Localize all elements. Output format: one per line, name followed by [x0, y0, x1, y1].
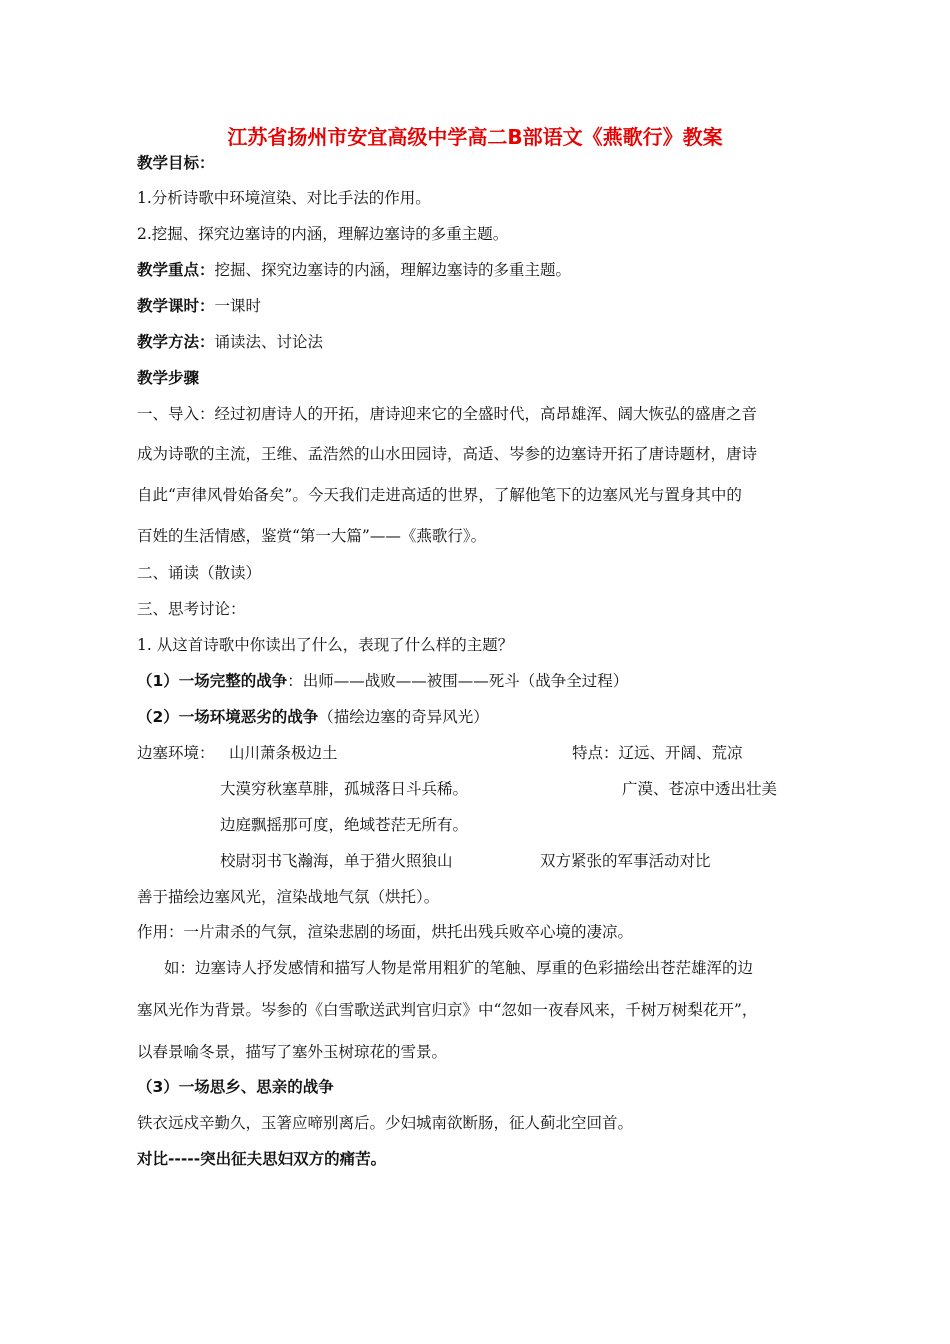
key-points-row — [137, 260, 571, 280]
example-line: 以春景喻冬景，描写了塞外玉树琼花的雪景。 — [137, 1043, 448, 1061]
hours-label: 教学课时： — [137, 297, 215, 315]
effect-line: 作用：一片肃杀的气氛，渲染悲剧的场面，烘托出残兵败卒心境的凄凉。 — [137, 923, 634, 941]
theme-1-heading: （1）一场完整的战争 — [137, 672, 288, 690]
summary-line: 善于描绘边塞风光，渲染战地气氛（烘托）。 — [137, 888, 440, 906]
intro-line: 成为诗歌的主流，王维、孟浩然的山水田园诗，高适、岑参的边塞诗开拓了唐诗题材，唐诗 — [137, 445, 758, 463]
intro-line: 一、导入：经过初唐诗人的开拓，唐诗迎来它的全盛时代，高昂雄浑、阔大恢弘的盛唐之音 — [137, 405, 758, 423]
method-text: 诵读法、讨论法 — [214, 333, 324, 351]
theme-2-text: （描绘边塞的奇异风光） — [318, 708, 489, 726]
intro-line: 百姓的生活情感，鉴赏“第一大篇”——《燕歌行》。 — [137, 527, 487, 545]
features-line-2: 广漠、苍凉中透出壮美 — [622, 780, 778, 798]
theme-3-heading: （3）一场思乡、思亲的战争 — [137, 1078, 334, 1096]
theme-1-text: ：出师——战败——被围——死斗（战争全过程） — [287, 672, 629, 690]
poem-line: 铁衣远戍辛勤久，玉箸应啼别离后。少妇城南欲断肠，征人蓟北空回首。 — [137, 1114, 634, 1132]
objective-2: 2.挖掘、探究边塞诗的内涵，理解边塞诗的多重主题。 — [137, 225, 509, 243]
frontier-line: 山川萧条极边土 — [229, 744, 338, 762]
question-1: 1. 从这首诗歌中你读出了什么，表现了什么样的主题？ — [137, 636, 514, 654]
hours-text: 一课时 — [214, 297, 262, 315]
theme-2-heading: （2）一场环境恶劣的战争 — [137, 708, 319, 726]
theme-1-row — [137, 671, 628, 691]
frontier-line: 校尉羽书飞瀚海，单于猎火照狼山 — [220, 852, 453, 870]
contrast-conclusion: 对比-----突出征夫思妇双方的痛苦。 — [137, 1150, 387, 1168]
frontier-line: 边庭飘摇那可度，绝域苍茫无所有。 — [220, 816, 469, 834]
section-recitation: 二、诵读（散读） — [137, 564, 262, 582]
document-title: 江苏省扬州市安宜高级中学高二B部语文《燕歌行》教案 — [227, 125, 723, 149]
features-label: 特点：辽远、开阔、荒凉 — [572, 744, 743, 762]
method-row — [137, 332, 323, 352]
steps-heading: 教学步骤 — [137, 369, 200, 387]
key-points-text: 挖掘、探究边塞诗的内涵，理解边塞诗的多重主题。 — [214, 261, 572, 279]
frontier-label: 边塞环境： — [137, 744, 215, 762]
example-line: 塞风光作为背景。岑参的《白雪歌送武判官归京》中“忽如一夜春风来，千树万树梨花开”， — [137, 1001, 758, 1019]
objectives-heading: 教学目标： — [137, 154, 215, 172]
theme-2-row — [137, 707, 489, 727]
frontier-line: 大漠穷秋塞草腓，孤城落日斗兵稀。 — [220, 780, 469, 798]
method-label: 教学方法： — [137, 333, 215, 351]
section-discussion: 三、思考讨论： — [137, 600, 246, 618]
contrast-note: 双方紧张的军事活动对比 — [540, 852, 711, 870]
example-line: 如：边塞诗人抒发感情和描写人物是常用粗犷的笔触、厚重的色彩描绘出苍茫雄浑的边 — [164, 959, 754, 977]
objective-1: 1.分析诗歌中环境渲染、对比手法的作用。 — [137, 189, 431, 207]
intro-line: 自此“声律风骨始备矣”。今天我们走进高适的世界，了解他笔下的边塞风光与置身其中的 — [137, 486, 742, 504]
key-points-label: 教学重点： — [137, 261, 215, 279]
hours-row — [137, 296, 261, 316]
